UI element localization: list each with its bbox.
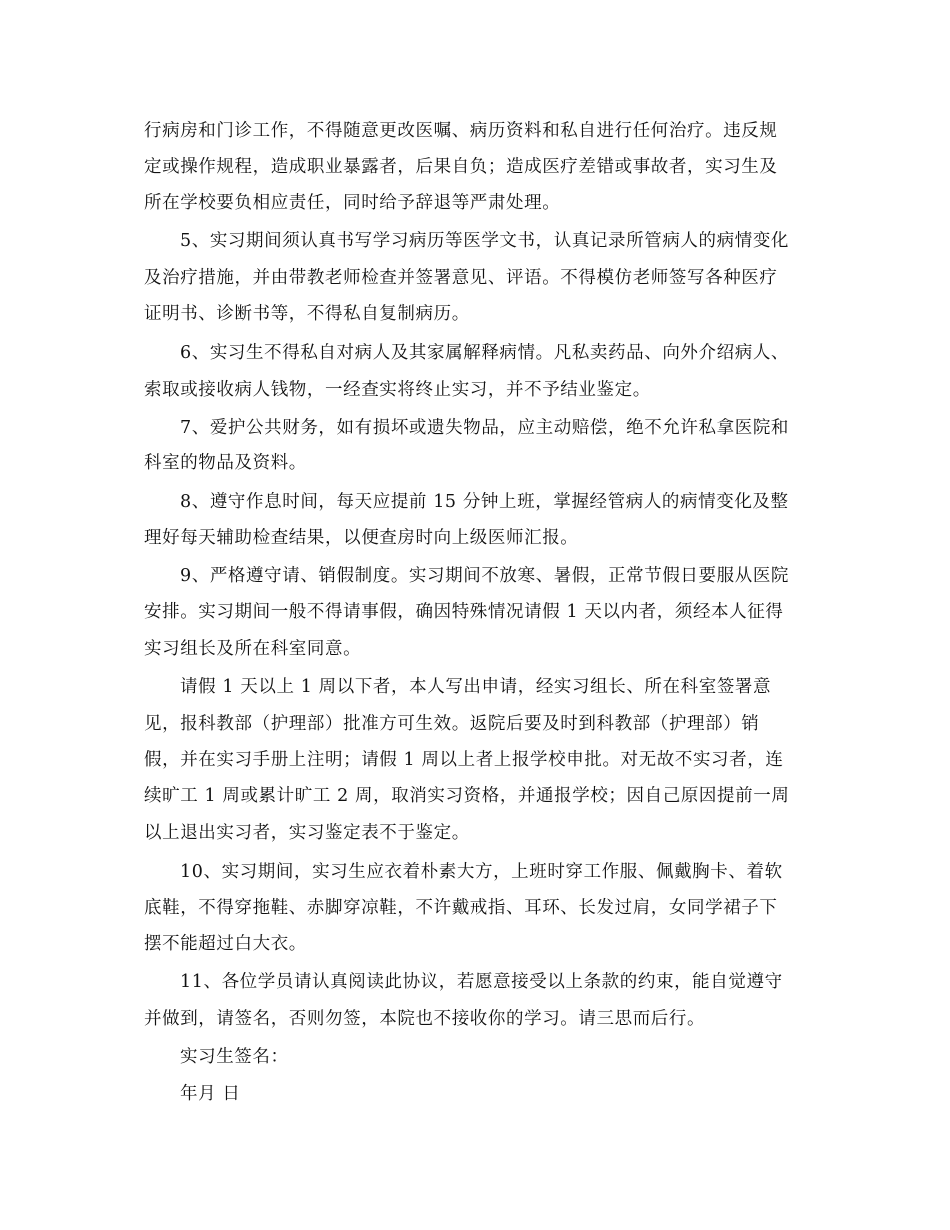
text-line: 定或操作规程，造成职业暴露者，后果自负；造成医疗差错或事故者，实习生及: [144, 157, 778, 177]
text-line: 及治疗措施，并由带教老师检查并签署意见、评语。不得模仿老师签写各种医疗: [144, 268, 778, 288]
signature-label: 实习生签名：: [180, 1047, 289, 1067]
text-line: 证明书、诊断书等，不得私自复制病历。: [144, 304, 470, 324]
text-line: 请假 1 天以上 1 周以下者，本人写出申请，经实习组长、所在科室签署意: [180, 677, 772, 697]
text-line: 实习组长及所在科室同意。: [144, 639, 362, 659]
text-line: 9、严格遵守请、销假制度。实习期间不放寒、暑假，正常节假日要服从医院: [180, 566, 790, 586]
text-line: 摆不能超过白大衣。: [144, 934, 307, 954]
date-label: 年月 日: [180, 1084, 241, 1104]
text-line: 假，并在实习手册上注明；请假 1 周以上者上报学校申批。对无故不实习者，连: [144, 750, 784, 770]
text-line: 8、遵守作息时间，每天应提前 15 分钟上班，掌握经管病人的病情变化及整: [180, 492, 789, 512]
text-line: 所在学校要负相应责任，同时给予辞退等严肃处理。: [144, 193, 561, 213]
text-line: 行病房和门诊工作，不得随意更改医嘱、病历资料和私自进行任何治疗。违反规: [144, 121, 778, 141]
text-line: 安排。实习期间一般不得请事假，确因特殊情况请假 1 天以内者，须经本人征得: [144, 602, 784, 622]
text-line: 索取或接收病人钱物，一经查实将终止实习，并不予结业鉴定。: [144, 380, 651, 400]
text-line: 5、实习期间须认真书写学习病历等医学文书，认真记录所管病人的病情变化: [180, 231, 790, 251]
text-line: 底鞋，不得穿拖鞋、赤脚穿凉鞋，不许戴戒指、耳环、长发过肩，女同学裙子下: [144, 898, 778, 918]
text-line: 理好每天辅助检查结果，以便查房时向上级医师汇报。: [144, 528, 579, 548]
text-line: 见，报科教部（护理部）批准方可生效。返院后要及时到科教部（护理部）销: [144, 714, 760, 734]
text-line: 并做到，请签名，否则勿签，本院也不接收你的学习。请三思而后行。: [144, 1009, 706, 1029]
text-line: 科室的物品及资料。: [144, 453, 307, 473]
text-line: 6、实习生不得私自对病人及其家属解释病情。凡私卖药品、向外介绍病人、: [180, 343, 790, 363]
text-line: 以上退出实习者，实习鉴定表不于鉴定。: [144, 823, 470, 843]
text-line: 7、爱护公共财务，如有损坏或遗失物品，应主动赔偿，绝不允许私拿医院和: [180, 418, 790, 438]
text-line: 10、实习期间，实习生应衣着朴素大方，上班时穿工作服、佩戴胸卡、着软: [180, 862, 783, 882]
text-line: 续旷工 1 周或累计旷工 2 周，取消实习资格，并通报学校；因自己原因提前一周: [144, 786, 790, 806]
text-line: 11、各位学员请认真阅读此协议，若愿意接受以上条款的约束，能自觉遵守: [180, 972, 783, 992]
